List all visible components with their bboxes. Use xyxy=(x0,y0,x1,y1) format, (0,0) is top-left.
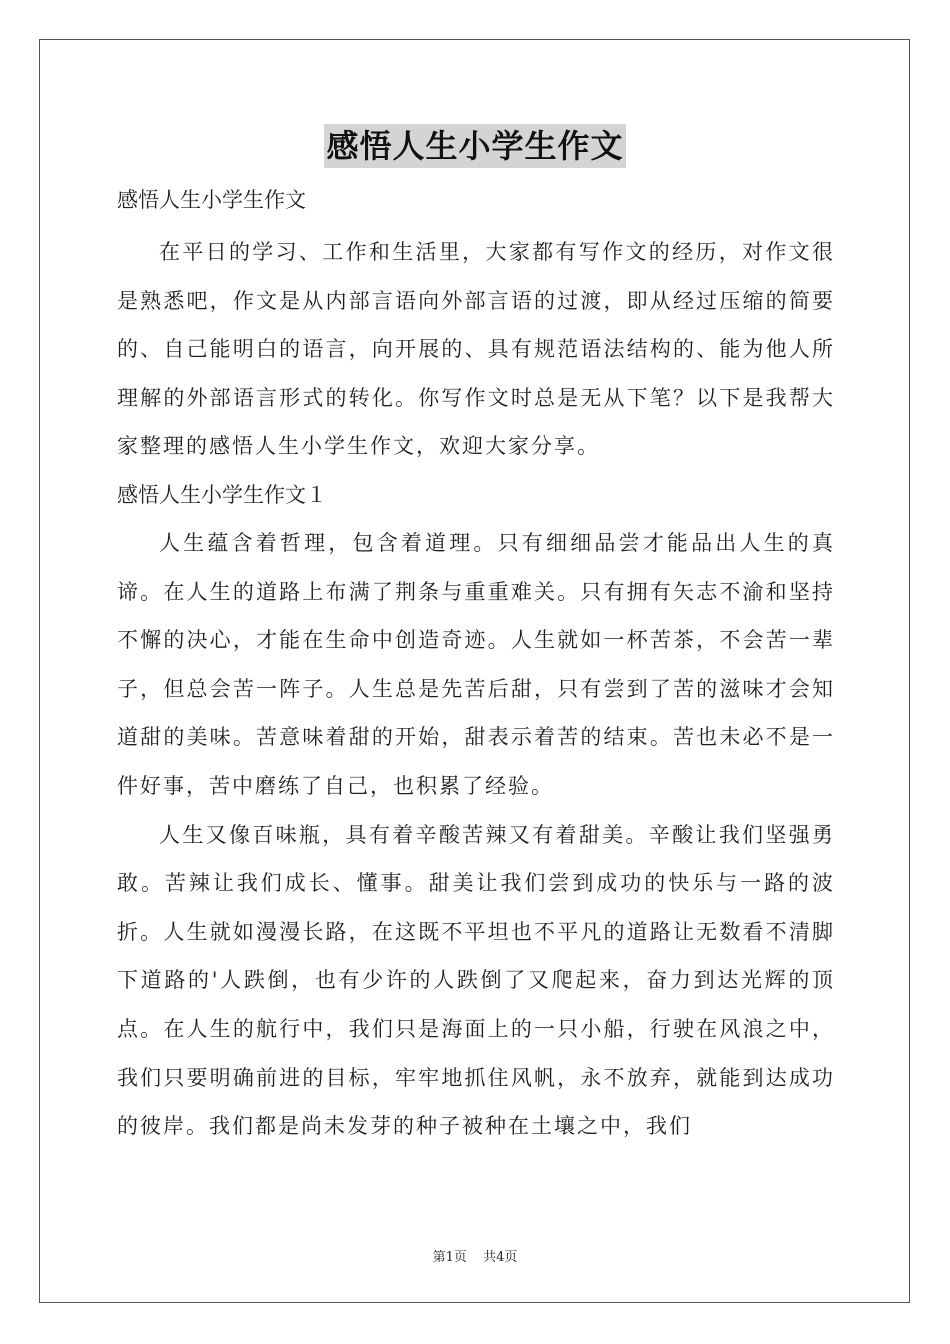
title-wrap xyxy=(0,124,950,168)
page-footer xyxy=(0,1246,950,1265)
document-title: 感悟人生小学生作文 xyxy=(324,124,625,168)
page-number: 第1页 xyxy=(432,1250,467,1265)
body-paragraph-2: 人生又像百味瓶，具有着辛酸苦辣又有着甜美。辛酸让我们坚强勇敢。苦辣让我们成长、懂事。甜美让我们尝到成功的快乐与一路的波折。人生就如漫漫长路，在这既不平坦也不平凡的道路让无数看不清脚下道路的'人跌倒，也有少许的人跌倒了又爬起来，奋力到达光辉的顶点。在人生的航行中，我们只是海面上的一只小船，行驶在风浪之中，我们只要明确前进的目标，牢牢地抓住风帆，永不放弃，就能到达成功的彼岸。我们都是尚未发芽的种子被种在土壤之中，我们 xyxy=(117,822,835,1139)
document-body xyxy=(117,176,835,1151)
body-paragraph-1: 人生蕴含着哲理，包含着道理。只有细细品尝才能品出人生的真谛。在人生的道路上布满了荆条与重重难关。只有拥有矢志不渝和坚持不懈的决心，才能在生命中创造奇迹。人生就如一杯苦茶，不会苦一辈子，但总会苦一阵子。人生总是先苦后甜，只有尝到了苦的滋味才会知道甜的美味。苦意味着甜的开始，甜表示着苦的结束。苦也未必不是一件好事，苦中磨练了自己，也积累了经验。 xyxy=(117,530,835,798)
document-subtitle: 感悟人生小学生作文 xyxy=(117,188,306,212)
intro-paragraph: 在平日的学习、工作和生活里，大家都有写作文的经历，对作文很是熟悉吧，作文是从内部言语向外部言语的过渡，即从经过压缩的简要的、自己能明白的语言，向开展的、具有规范语法结构的、能为他人所理解的外部语言形式的转化。你写作文时总是无从下笔？以下是我帮大家整理的感悟人生小学生作文，欢迎大家分享。 xyxy=(117,240,835,459)
total-pages: 共4页 xyxy=(483,1250,518,1265)
section-heading: 感悟人生小学生作文１ xyxy=(117,482,327,507)
